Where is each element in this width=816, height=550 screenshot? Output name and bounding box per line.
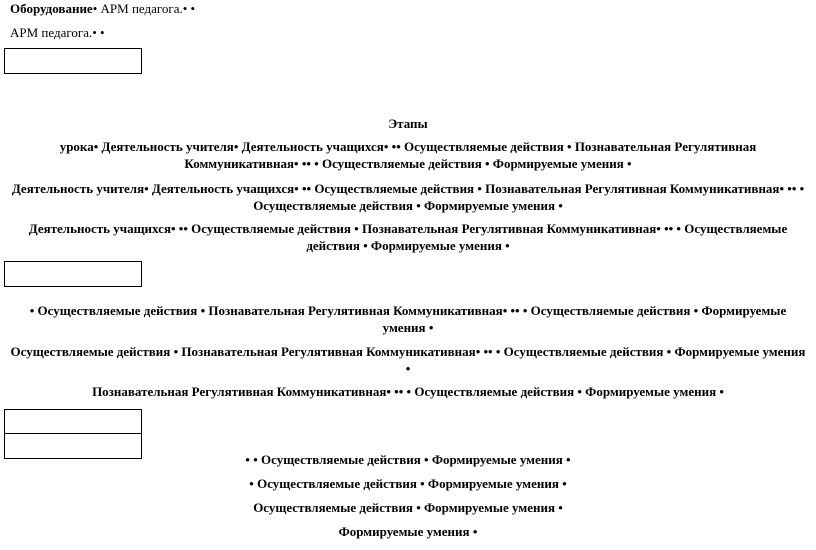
equipment-value: • АРМ педагога.• •: [92, 1, 196, 16]
stages-title: Этапы: [388, 116, 428, 131]
empty-box-1: [4, 48, 142, 74]
paragraph-5: Осуществляемые действия • Познавательная Регулятивная Коммуникативная• •• • Осуществляемые действия • Формируемые умения •: [10, 344, 806, 376]
empty-box-3: [4, 409, 142, 434]
empty-box-2: [4, 261, 142, 287]
paragraph-9: Осуществляемые действия • Формируемые умения •: [253, 500, 563, 515]
paragraph-7: • • Осуществляемые действия • Формируемые умения •: [245, 452, 571, 467]
equipment-label: Оборудование: [10, 1, 93, 16]
paragraph-8: • Осуществляемые действия • Формируемые умения •: [249, 476, 567, 491]
equipment-line-2: АРМ педагога.• •: [10, 25, 105, 40]
paragraph-2: Деятельность учителя• Деятельность учащихся• •• Осуществляемые действия • Познавательная Регулятивная Коммуникативная• •• • Осуществляемые действия • Формируемые умения •: [11, 181, 805, 213]
equipment-line: [10, 0, 195, 17]
paragraph-3: Деятельность учащихся• •• Осуществляемые действия • Познавательная Регулятивная Коммуникативная• •• • Осуществляемые действия • Формируемые умения •: [28, 221, 788, 253]
paragraph-6: Познавательная Регулятивная Коммуникативная• •• • Осуществляемые действия • Формируемые умения •: [92, 384, 724, 399]
paragraph-10: Формируемые умения •: [338, 524, 478, 539]
paragraph-1: урока• Деятельность учителя• Деятельность учащихся• •• Осуществляемые действия • Познавательная Регулятивная Коммуникативная• •• • Осуществляемые действия • Формируемые умения •: [59, 139, 757, 171]
paragraph-4: • Осуществляемые действия • Познавательная Регулятивная Коммуникативная• •• • Осуществляемые действия • Формируемые умения •: [29, 303, 787, 335]
